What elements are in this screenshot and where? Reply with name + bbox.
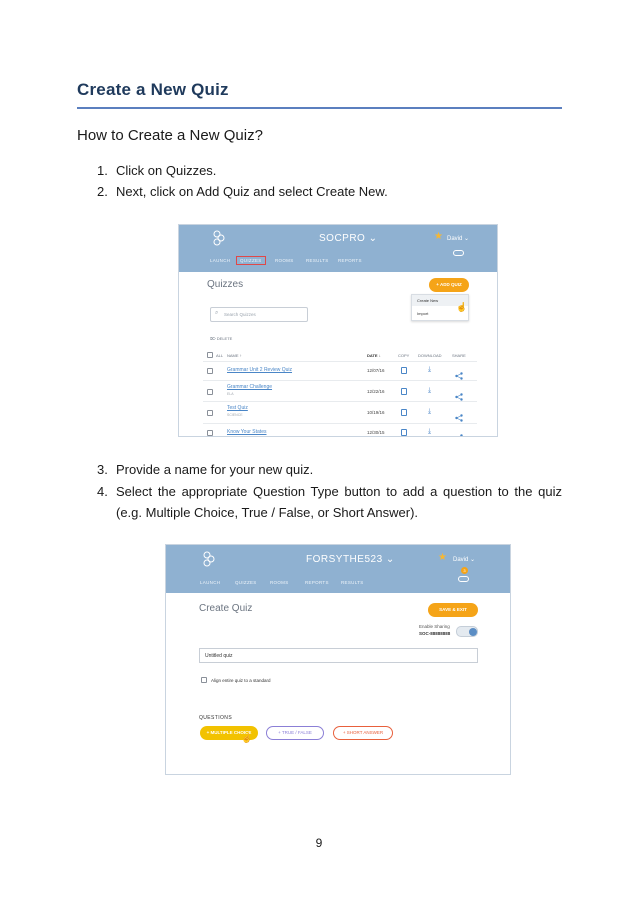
room-name[interactable]: SOCPRO ⌄ <box>319 233 378 244</box>
quiz-name-link[interactable]: Grammar Unit 2 Review Quiz <box>227 367 293 373</box>
download-icon[interactable]: ⤓ <box>428 387 432 394</box>
toggle-knob <box>469 628 477 636</box>
quiz-subject: ELA <box>227 392 234 396</box>
quiz-date: 10/19/16 <box>367 410 385 415</box>
step-number: 4. <box>97 484 108 499</box>
page-number: 9 <box>315 836 323 850</box>
nav-reports[interactable]: REPORTS <box>305 580 329 585</box>
share-icon[interactable] <box>455 367 463 385</box>
cloud-icon[interactable] <box>453 250 464 256</box>
quiz-date: 12/07/16 <box>367 368 385 373</box>
step-2 <box>97 184 388 199</box>
step-1 <box>97 163 216 178</box>
sharing-toggle[interactable] <box>456 626 478 637</box>
nav-quizzes[interactable]: QUIZZES <box>235 580 257 585</box>
nav-launch[interactable]: LAUNCH <box>210 258 231 263</box>
hand-cursor-icon: ☝ <box>456 302 468 312</box>
enable-sharing-label: Enable Sharing <box>419 624 450 629</box>
row-checkbox[interactable] <box>207 410 213 416</box>
download-icon[interactable]: ⤓ <box>428 428 432 435</box>
menu-item-import[interactable]: Import <box>417 311 429 316</box>
user-menu[interactable]: David ⌄ <box>447 236 470 242</box>
col-date[interactable]: DATE ↓ <box>367 353 381 358</box>
quiz-name-link[interactable]: Grammar Challenge <box>227 384 273 390</box>
delete-button[interactable]: ⌦ DELETE <box>210 336 233 341</box>
search-input[interactable] <box>210 307 308 322</box>
quiz-name-link[interactable]: Know Your States <box>227 429 267 435</box>
col-download: DOWNLOAD <box>418 353 442 358</box>
hand-cursor-icon: ☝ <box>241 733 253 743</box>
quiz-name-link[interactable]: Test Quiz <box>227 405 248 411</box>
align-standard-checkbox[interactable] <box>201 677 207 683</box>
section-heading: Create a New Quiz <box>77 80 229 99</box>
soc-code: SOC-88888888 <box>419 631 451 636</box>
app-header <box>179 225 497 272</box>
logo-icon <box>212 230 228 246</box>
row-divider <box>203 401 477 402</box>
share-icon[interactable] <box>455 409 463 427</box>
save-exit-button[interactable]: SAVE & EXIT <box>428 603 478 617</box>
multiple-choice-button[interactable]: + MULTIPLE CHOICE <box>200 726 258 740</box>
sub-heading: How to Create a New Quiz? <box>77 127 263 144</box>
add-quiz-button[interactable]: + ADD QUIZ <box>429 278 469 292</box>
step-number: 3. <box>97 462 108 477</box>
select-all-checkbox[interactable] <box>207 352 213 358</box>
row-divider <box>203 423 477 424</box>
col-copy: COPY <box>398 353 410 358</box>
cloud-icon[interactable] <box>458 576 469 582</box>
step-number: 1. <box>97 163 108 178</box>
step-4 <box>97 481 562 523</box>
user-menu[interactable]: David ⌄ <box>453 557 476 563</box>
true-false-button[interactable]: + TRUE / FALSE <box>266 726 324 740</box>
quiz-date: 12/22/16 <box>367 389 385 394</box>
row-divider <box>203 380 477 381</box>
page-title: Quizzes <box>207 279 244 290</box>
search-icon: ⌕ <box>215 310 219 316</box>
step-3 <box>97 462 313 477</box>
nav-launch[interactable]: LAUNCH <box>200 580 221 585</box>
nav-rooms[interactable]: ROOMS <box>275 258 294 263</box>
screenshot-quizzes <box>178 224 498 437</box>
download-icon[interactable]: ⤓ <box>428 366 432 373</box>
copy-icon[interactable] <box>401 409 407 416</box>
heading-underline <box>77 107 562 109</box>
short-answer-button[interactable]: + SHORT ANSWER <box>333 726 393 740</box>
step-text: Click on Quizzes. <box>116 163 217 178</box>
download-icon[interactable]: ⤓ <box>428 408 432 415</box>
step-number: 2. <box>97 184 108 199</box>
share-icon[interactable] <box>455 388 463 406</box>
step-text: Provide a name for your new quiz. <box>116 462 314 477</box>
align-standard-label: Align entire quiz to a standard <box>211 678 271 683</box>
row-checkbox[interactable] <box>207 368 213 374</box>
search-placeholder: Search Quizzes <box>224 312 256 317</box>
copy-icon[interactable] <box>401 429 407 436</box>
menu-item-create-new[interactable]: Create New <box>417 298 439 303</box>
step-text: Next, click on Add Quiz and select Create New. <box>116 184 388 199</box>
star-icon: ★ <box>434 231 443 242</box>
nav-results[interactable]: RESULTS <box>341 580 364 585</box>
nav-results[interactable]: RESULTS <box>306 258 329 263</box>
room-name[interactable]: FORSYTHE523 ⌄ <box>306 554 395 565</box>
nav-quizzes[interactable]: QUIZZES <box>236 256 266 265</box>
copy-icon[interactable] <box>401 367 407 374</box>
add-quiz-dropdown <box>411 294 469 321</box>
col-all: ALL <box>216 353 224 358</box>
quiz-subject: SCIENCE <box>227 413 243 417</box>
nav-rooms[interactable]: ROOMS <box>270 580 289 585</box>
col-name[interactable]: NAME ↑ <box>227 353 242 358</box>
row-checkbox[interactable] <box>207 430 213 436</box>
questions-label: QUESTIONS <box>199 715 233 721</box>
quiz-date: 12/30/15 <box>367 430 385 435</box>
step-text: Select the appropriate Question Type button to add a question to the quiz (e.g. Multiple Choice, True / False, or Short Answer). <box>116 484 562 520</box>
notification-badge: 3 <box>461 567 468 574</box>
row-divider <box>203 361 477 362</box>
star-icon: ★ <box>438 552 447 563</box>
row-checkbox[interactable] <box>207 389 213 395</box>
page-title: Create Quiz <box>199 603 253 614</box>
share-icon[interactable] <box>455 429 463 437</box>
quiz-name-value: Untitled quiz <box>205 653 233 659</box>
app-header <box>166 545 510 593</box>
nav-reports[interactable]: REPORTS <box>338 258 362 263</box>
col-share: SHARE <box>452 353 466 358</box>
screenshot-create-quiz <box>165 544 511 775</box>
logo-icon <box>202 551 218 567</box>
quiz-name-input[interactable] <box>199 648 478 663</box>
copy-icon[interactable] <box>401 388 407 395</box>
